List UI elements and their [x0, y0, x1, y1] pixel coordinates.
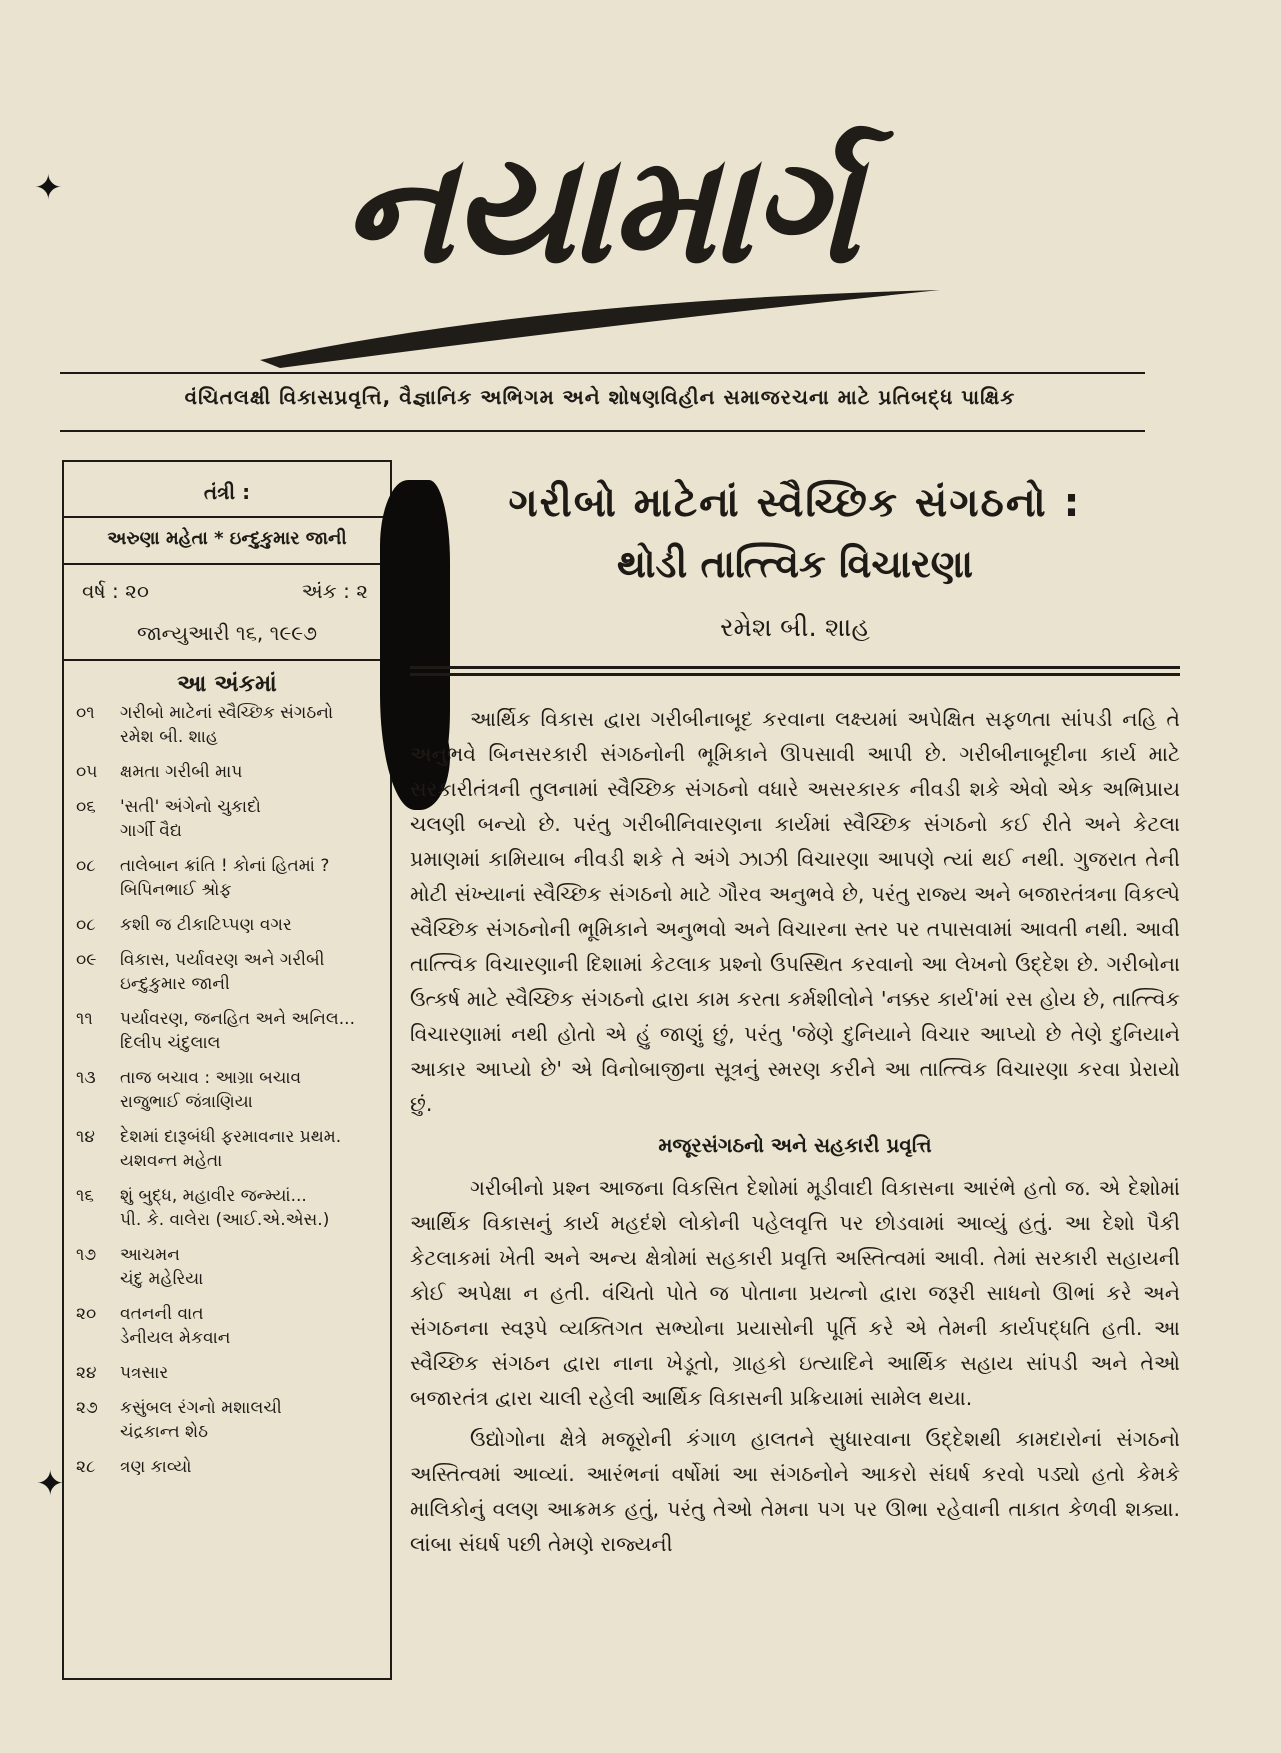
toc-item-author: રાજુભાઈ જંત્રાણિયા [120, 1092, 253, 1112]
toc-item [76, 1125, 384, 1173]
toc-item [76, 760, 384, 784]
toc-page-number: ૧૧ [76, 1009, 93, 1029]
toc-item-title: તાલેબાન ક્રાંતિ ! કોનાં હિતમાં ? [120, 856, 330, 876]
issue-block [64, 565, 390, 661]
toc-item-author: બિપિનભાઈ શ્રોફ [120, 880, 232, 900]
toc-item-title: ગરીબો માટેનાં સ્વૈચ્છિક સંગઠનો [120, 703, 334, 723]
toc-item-author: રમેશ બી. શાહ [120, 727, 218, 747]
toc-page-number: ૧૩ [76, 1068, 96, 1088]
toc-item-author: દિલીપ ચંદુલાલ [120, 1033, 221, 1053]
toc-item-title: આચમન [120, 1245, 180, 1265]
article-author: રમેશ બી. શાહ [720, 613, 870, 643]
toc-item-author: ઇન્દુકુમાર જાની [120, 974, 230, 994]
toc-item-author: ડેનીયલ મેકવાન [120, 1328, 231, 1348]
toc-page-number: ૧૭ [76, 1245, 97, 1265]
toc-page-number: ૨૮ [76, 1457, 96, 1477]
article-subtitle: થોડી તાત્ત્વિક વિચારણા [616, 542, 974, 586]
toc-item-author: યશવન્ત મહેતા [120, 1151, 223, 1171]
toc-page-number: ૦૫ [76, 762, 98, 782]
editors: અરુણા મહેતા * ઇન્દુકુમાર જાની [107, 528, 347, 549]
toc-item [76, 1396, 384, 1444]
toc-page-number: ૦૯ [76, 950, 97, 970]
article [410, 460, 1180, 1568]
toc-item [76, 948, 384, 996]
toc-item-title: પત્રસાર [120, 1363, 169, 1383]
editor-block [64, 462, 390, 518]
masthead-title: નયામાર્ગ [342, 123, 858, 297]
pin-mark: ✦ [34, 168, 63, 208]
toc-item [76, 1361, 384, 1385]
toc-item-author: ગાર્ગી વૈદ્ય [120, 821, 182, 841]
toc-page-number: ૨૭ [76, 1398, 98, 1418]
toc-page-number: ૧૪ [76, 1127, 95, 1147]
paragraph: આર્થિક વિકાસ દ્વારા ગરીબીનાબૂદ કરવાના લક્ષ્યમાં અપેક્ષિત સફળતા સાંપડી નહિ તે અનુભવે બિનસરકારી સંગઠનોની ભૂમિકાને ઊપસાવી આપી છે. ગરીબીનાબૂદીના કાર્ય માટે સરકારીતંત્રની તુલનામાં સ્વૈચ્છિક સંગઠનો વધારે અસરકારક નીવડી શકે એવો એક અભિપ્રાય ચલણી બન્યો છે. પરંતુ ગરીબીનિવારણના કાર્યમાં સ્વૈચ્છિક સંગઠનો કઈ રીતે અને કેટલા પ્રમાણમાં કામિયાબ નીવડી શકે તે અંગે ઝાઝી વિચારણા આપણે ત્યાં થઈ નથી. ગુજરાત તેની મોટી સંખ્યાનાં સ્વૈચ્છિક સંગઠનો માટે ગૌરવ અનુભવે છે, પરંતુ રાજ્ય અને બજારતંત્રના વિકલ્પે સ્વૈચ્છિક સંગઠનોની ભૂમિકાને અનુભવો અને વિચારના સ્તર પર તપાસવામાં આવતી નથી. આવી તાત્ત્વિક વિચારણાની દિશામાં કેટલાક પ્રશ્નો ઉપસ્થિત કરવાનો આ લેખનો ઉદ્દેશ છે. ગરીબોના ઉત્કર્ષ માટે સ્વૈચ્છિક સંગઠનો દ્વારા કામ કરતા કર્મશીલોને 'નક્કર કાર્ય'માં રસ હોય છે, તાત્ત્વિક વિચારણામાં નથી હોતો એ હું જાણું છું, પરંતુ 'જેણે દુનિયાને વિચાર આપ્યો છે તેણે દુનિયાને આકાર આપ્યો છે' એ વિનોબાજીના સૂત્રનું સ્મરણ કરીને આ તાત્ત્વિક વિચારણા કરવા પ્રેરાયો છું. [410, 707, 1180, 1116]
toc-item-title: વિકાસ, પર્યાવરણ અને ગરીબી [120, 950, 325, 970]
toc-item-title: કસુંબલ રંગનો મશાલચી [120, 1398, 282, 1418]
toc-item-author: ચંદ્રકાન્ત શેઠ [120, 1422, 209, 1442]
paragraph: ઉદ્યોગોના ક્ષેત્રે મજૂરોની કંગાળ હાલતને સુધારવાના ઉદ્દેશથી કામદારોનાં સંગઠનો અસ્તિત્વમાં આવ્યાં. આરંભનાં વર્ષોમાં આ સંગઠનોને આકરો સંઘર્ષ કરવો પડ્યો હતો કેમકે માલિકોનું વલણ આક્રમક હતું, પરંતુ તેઓ તેમના પગ પર ઊભા રહેવાની તાકાત કેળવી શક્યા. લાંબા સંઘર્ષ પછી તેમણે રાજ્યની [410, 1427, 1180, 1556]
toc-item-title: વતનની વાત [120, 1304, 204, 1324]
toc-item-title: શું બુદ્ધ, મહાવીર જન્મ્યાં... [120, 1186, 307, 1206]
article-divider [410, 666, 1180, 676]
toc-item-title: ક્ષમતા ગરીબી માપ [120, 762, 243, 782]
toc-item-title: કશી જ ટીકાટિપ્પણ વગર [120, 915, 292, 935]
toc-item [76, 913, 384, 937]
rule-top [60, 372, 1145, 374]
toc-page-number: ૧૬ [76, 1186, 94, 1206]
issue: અંક : ૨ [301, 579, 368, 603]
toc-item-title: પર્યાવરણ, જનહિત અને અનિલ... [120, 1009, 355, 1029]
toc-page-number: ૦૮ [76, 915, 96, 935]
rule-bottom [60, 430, 1145, 432]
tagline: વંચિતલક્ષી વિકાસપ્રવૃત્તિ, વૈજ્ઞાનિક અભિગમ અને શોષણવિહીન સમાજરચના માટે પ્રતિબદ્ધ પાક્ષિક [184, 385, 1016, 409]
toc-item-title: તાજ બચાવ : આગ્રા બચાવ [120, 1068, 302, 1088]
sidebar [62, 460, 392, 1680]
toc-item-author: પી. કે. વાલેરા (આઈ.એ.એસ.) [120, 1210, 330, 1230]
toc-item-title: દેશમાં દારૂબંધી ફરમાવનાર પ્રથમ. [120, 1127, 342, 1147]
toc-title: આ અંકમાં [177, 671, 277, 697]
toc-item [76, 1066, 384, 1114]
toc-page-number: ૦૧ [76, 703, 95, 723]
toc-item [76, 1455, 384, 1479]
editor-label: તંત્રી : [203, 480, 251, 504]
toc-page-number: ૦૮ [76, 856, 96, 876]
toc-item [76, 701, 384, 749]
volume: વર્ષ : ૨૦ [82, 579, 149, 603]
paragraph: ગરીબીનો પ્રશ્ન આજના વિકસિત દેશોમાં મૂડીવાદી વિકાસના આરંભે હતો જ. એ દેશોમાં આર્થિક વિકાસનું કાર્ય મહદંશે લોકોની પહેલવૃત્તિ પર છોડવામાં આવ્યું હતું. આ દેશો પૈકી કેટલાકમાં ખેતી અને અન્ય ક્ષેત્રોમાં સહકારી પ્રવૃત્તિ અસ્તિત્વમાં આવી. તેમાં સરકારી સહાયની કોઈ અપેક્ષા ન હતી. વંચિતો પોતે જ પોતાના પ્રયત્નો દ્વારા જરૂરી સાધનો ઊભાં કરે અને સંગઠનના સ્વરૂપે વ્યક્તિગત સભ્યોના પ્રયાસોની પૂર્તિ કરે એ તેમની કાર્યપદ્ધતિ હતી. આ સ્વૈચ્છિક સંગઠન દ્વારા નાના ખેડૂતો, ગ્રાહકો ઇત્યાદિને આર્થિક સહાય સાંપડી અને તેઓ બજારતંત્ર દ્વારા ચાલી રહેલી આર્થિક વિકાસની પ્રક્રિયામાં સામેલ થયા. [410, 1176, 1180, 1410]
pin-mark: ✦ [36, 1464, 65, 1504]
toc-item [76, 1243, 384, 1291]
masthead [200, 80, 1000, 370]
article-title: ગરીબો માટેનાં સ્વૈચ્છિક સંગઠનો : [508, 480, 1082, 526]
toc-item-title: 'સતી' અંગેનો ચુકાદો [120, 797, 261, 817]
toc-item-author: ચંદુ મહેરિયા [120, 1269, 204, 1289]
toc-item [76, 1302, 384, 1350]
editors-block [64, 518, 390, 565]
article-body [410, 702, 1180, 1562]
toc-item-title: ત્રણ કાવ્યો [120, 1457, 192, 1477]
toc-page-number: ૦૬ [76, 797, 96, 817]
toc-item [76, 854, 384, 902]
toc-page-number: ૨૪ [76, 1363, 97, 1383]
table-of-contents [64, 701, 390, 1479]
toc-item [76, 1184, 384, 1232]
toc-page-number: ૨૦ [76, 1304, 97, 1324]
toc-item [76, 795, 384, 843]
issue-date: જાન્યુઆરી ૧૬, ૧૯૯૭ [136, 621, 318, 645]
section-heading: મજૂરસંગઠનો અને સહકારી પ્રવૃત્તિ [658, 1133, 932, 1157]
toc-item [76, 1007, 384, 1055]
masthead-swoosh [240, 280, 960, 370]
